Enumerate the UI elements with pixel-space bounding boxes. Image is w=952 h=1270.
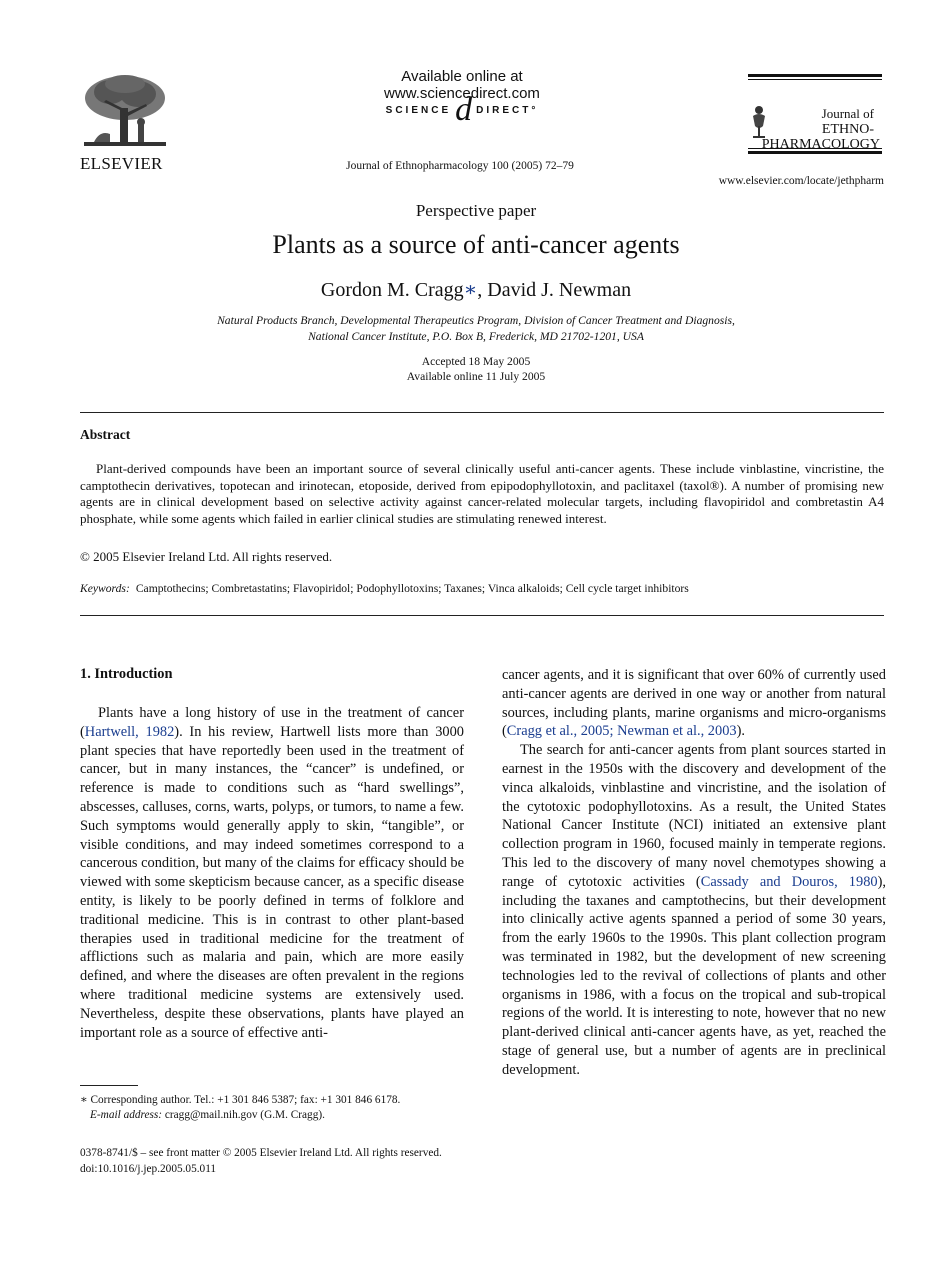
paragraph-text: The search for anti-cancer agents from plant sources started in earnest in the 1950s with the discovery and development of the vinca alkaloids, vinblastine and vincristine, and the isolation of the cytotoxic podophyllotoxins. As a result, the United States National Cancer Institute (NCI) initiated an extensive plant collection program in 1960, focused mainly in temperate regions. This led to the discovery of many novel chemotypes showing a range of cytotoxic activities ( [502,742,886,890]
right-column [502,666,886,1080]
elsevier-tree-icon [80,72,170,154]
sd-left-word: SCIENCE [385,104,452,116]
journal-name-line2: ETHNO- [821,122,874,137]
journal-emblem-icon [750,104,768,140]
doi-link[interactable]: doi:10.1016/j.jep.2005.05.011 [80,1163,217,1175]
footnote [80,1093,500,1123]
issn-line: 0378-8741/$ – see front matter © 2005 Elsevier Ireland Ltd. All rights reserved. [80,1147,442,1159]
citation-link[interactable]: Cassady and Douros, 1980 [700,873,878,890]
corresponding-author-mark[interactable]: ∗ [463,279,478,301]
article-type: Perspective paper [415,201,537,220]
author-list [0,277,952,302]
citation-link[interactable]: Cragg et al., 2005; Newman et al., 2003 [506,723,737,740]
divider-top [80,412,884,413]
journal-name-line3: PHARMACOLOGY [761,137,880,152]
paragraph [502,666,886,741]
paragraph-text: Plants have a long history of use in the treatment of cancer ( [80,705,464,740]
article-title: Plants as a source of anti-cancer agents [272,230,680,259]
author-cragg[interactable]: Gordon M. Cragg [320,279,464,301]
abstract-text: Plant-derived compounds have been an important source of several clinically useful anti-cancer agents. These include vinblastine, vincristine, the camptothecin derivatives, topotecan and irinotecan, etoposide, derived from epipodophyllotoxin, and paclitaxel (taxol®). A number of promising new agents are in clinical development based on selective activity against cancer-related molecular targets, including flavopiridol and combretastin A4 phosphate, while some agents which failed in earlier clinical studies are stimulating renewed interest. [80,461,884,527]
footnote-rule [80,1085,138,1086]
email-label: E-mail address: [90,1109,163,1121]
article-dates [0,354,952,384]
affiliation-line1: Natural Products Branch, Developmental Therapeutics Program, Division of Cancer Treatment and Diagnosis, [217,314,735,327]
paragraph [80,704,464,1042]
paragraph-text: ), including the taxanes and camptothecins, but their development into clinically active agents spanned a period of some 30 years, from the early 1960s to the 1990s. This plant collection program was terminated in 1982, but the development of new screening technologies led to the revival of collections of plants and other organisms in 1986, with a focus on the tropical and sub-tropical regions of the world. It is interesting to note, however that no new plant-derived clinical anti-cancer agents have, as yet, reached the stage of general use, but a number of agents are in preclinical development. [502,873,886,1078]
email-link[interactable]: cragg@mail.nih.gov (G.M. Cragg). [162,1109,325,1121]
available-date: Available online 11 July 2005 [406,370,546,383]
paragraph-text: ). [736,723,745,740]
paragraph [502,741,886,1079]
issn-info [80,1145,442,1177]
paragraph-text: ). In his review, Hartwell lists more than 3000 plant species that have reportedly been used in the treatment of cancer, but in many instances, the “cancer” is undefined, or reference is made to conditions such as “hard swellings”, abscesses, calluses, corns, warts, polyps, or tumors, to name a few. Such symptoms would generally apply to skin, “tangible”, or visible conditions, and may indeed sometimes correspond to a cancerous condition, but many of the claims for efficacy should be viewed with some skepticism because cancer, as a specific disease entity, is likely to be poorly defined in terms of folklore and traditional medicine. This is in contrast to other plant-based therapies used in traditional medicine for the treatment of afflictions such as malaria and pain, which are more easily defined, and where the diseases are often prevalent in the regions where traditional medicine systems are extensively used. Nevertheless, despite these observations, plants have played an important role as a source of effective anti- [80,723,464,1041]
divider-bottom [80,615,884,616]
journal-url-link[interactable]: www.elsevier.com/locate/jethpharm [718,175,884,187]
journal-name-line1: Journal of [821,106,874,121]
sd-mark-icon: d [455,91,473,128]
section-heading: 1. Introduction [80,666,173,682]
keywords-list: Camptothecins; Combretastatins; Flavopiridol; Podophyllotoxins; Taxanes; Vinca alkaloids; Cell cycle target inhibitors [135,582,689,595]
accepted-date: Accepted 18 May 2005 [421,355,531,368]
sciencedirect-logo [322,92,602,128]
left-column [80,704,464,1042]
sd-right-word: DIRECT° [476,104,539,116]
abstract-copyright: © 2005 Elsevier Ireland Ltd. All rights reserved. [80,549,333,564]
footnote-email [80,1108,500,1123]
journal-reference: Journal of Ethnopharmacology 100 (2005) 72–79 [346,160,574,172]
affiliation [0,313,952,345]
citation-link[interactable]: Hartwell, 1982 [84,723,175,740]
affiliation-line2: National Cancer Institute, P.O. Box B, Frederick, MD 21702-1201, USA [308,330,644,343]
journal-masthead [748,74,882,154]
keywords-label: Keywords: [80,582,130,595]
keywords [80,582,689,595]
footnote-contact: ∗ Corresponding author. Tel.: +1 301 846 5387; fax: +1 301 846 6178. [80,1094,401,1106]
elsevier-logo [80,72,172,174]
available-online-text: Available online at www.sciencedirect.com [384,68,540,102]
author-newman[interactable]: , David J. Newman [477,279,632,301]
abstract-heading: Abstract [80,427,131,442]
publisher-name: ELSEVIER [80,154,163,173]
paragraph-text: cancer agents, and it is significant that over 60% of currently used anti-cancer agents are derived in one way or another from natural sources, including plants, marine organisms and micro-organisms ( [502,667,886,740]
